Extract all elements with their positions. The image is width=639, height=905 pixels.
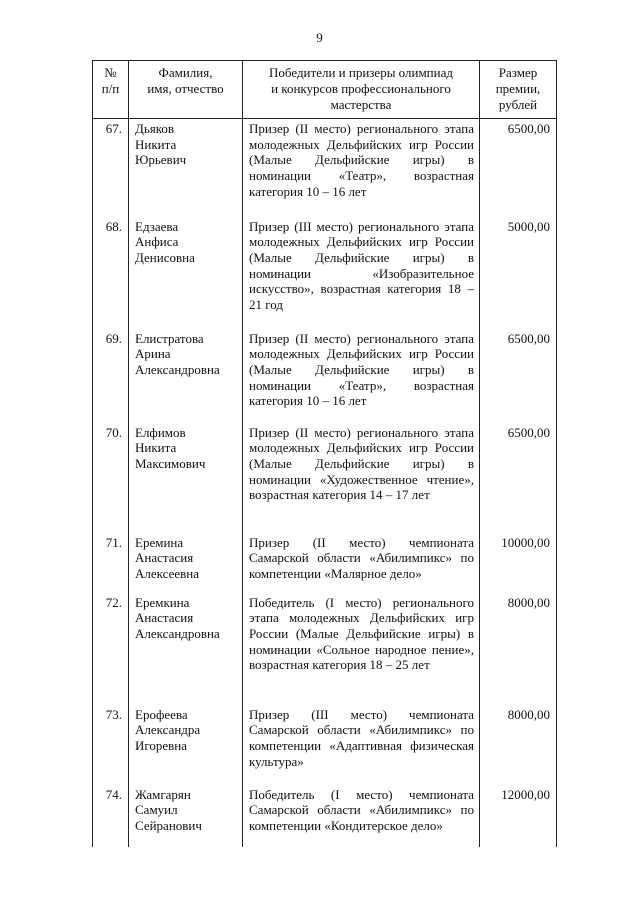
- person-name: [129, 705, 243, 785]
- first-name: Никита: [135, 440, 177, 456]
- row-number: 68.: [93, 217, 129, 329]
- achievement-description: Призер (III место) чемпионата Самарской области «Абилимпикс» по компетенции «Адаптивная физическая культура»: [243, 705, 480, 785]
- prize-amount: 12000,00: [480, 785, 557, 847]
- header-amount: [480, 61, 557, 119]
- header-desc: [243, 61, 480, 119]
- person-name: [129, 423, 243, 533]
- patronymic: Игоревна: [135, 737, 188, 753]
- row-number: 74.: [93, 785, 129, 847]
- achievement-description: Призер (II место) регионального этапа молодежных Дельфийских игр России (Малые Дельфийские игры) в номинации «Театр», возрастная категория 10 – 16 лет: [243, 329, 480, 423]
- first-name: Анфиса: [135, 234, 179, 250]
- row-number: 70.: [93, 423, 129, 533]
- header-amount-line: Размер: [498, 65, 538, 80]
- first-name: Анастасия: [135, 610, 194, 626]
- surname: Жамгарян: [135, 786, 191, 802]
- row-number: 67.: [93, 119, 129, 217]
- header-amount-line: рублей: [498, 97, 538, 112]
- person-name: [129, 593, 243, 705]
- patronymic: Александровна: [135, 625, 220, 641]
- achievement-description: Призер (II место) регионального этапа молодежных Дельфийских игр России (Малые Дельфийские игры) в номинации «Художественное чтение», возрастная категория 14 – 17 лет: [243, 423, 480, 533]
- table-header-row: [93, 61, 557, 119]
- table-row: [93, 329, 557, 423]
- prize-amount: 10000,00: [480, 533, 557, 593]
- header-desc-line: Победители и призеры олимпиад: [269, 65, 453, 80]
- surname: Едзаева: [135, 218, 179, 234]
- first-name: Никита: [135, 136, 177, 152]
- achievement-description: Победитель (I место) регионального этапа молодежных Дельфийских игр России (Малые Дельфийские игры) в номинации «Сольное народное пение», возрастная категория 18 – 25 лет: [243, 593, 480, 705]
- surname: Ерофеева: [135, 706, 188, 722]
- patronymic: Александровна: [135, 361, 220, 377]
- row-number: 73.: [93, 705, 129, 785]
- person-name: [129, 329, 243, 423]
- patronymic: Алексеевна: [135, 565, 199, 581]
- header-desc-line: мастерства: [330, 97, 392, 112]
- prize-amount: 6500,00: [480, 423, 557, 533]
- header-name: [129, 61, 243, 119]
- prize-amount: 6500,00: [480, 119, 557, 217]
- person-name: [129, 785, 243, 847]
- first-name: Самуил: [135, 802, 178, 818]
- surname: Дьяков: [135, 121, 175, 136]
- row-number: 69.: [93, 329, 129, 423]
- prize-amount: 8000,00: [480, 705, 557, 785]
- achievement-description: Призер (II место) регионального этапа молодежных Дельфийских игр России (Малые Дельфийские игры) в номинации «Театр», возрастная категория 10 – 16 лет: [243, 119, 480, 217]
- first-name: Анастасия: [135, 550, 194, 566]
- surname: Елфимов: [135, 424, 186, 440]
- table-row: [93, 593, 557, 705]
- header-amount-line: премии,: [495, 81, 541, 96]
- surname: Елистратова: [135, 330, 204, 346]
- table-row: [93, 705, 557, 785]
- patronymic: Денисовна: [135, 249, 195, 265]
- header-num: [93, 61, 129, 119]
- prize-amount: 6500,00: [480, 329, 557, 423]
- first-name: Арина: [135, 346, 171, 362]
- header-num-line: п/п: [101, 81, 120, 96]
- patronymic: Сейранович: [135, 817, 202, 833]
- header-num-line: №: [104, 65, 117, 80]
- surname: Еремина: [135, 534, 184, 550]
- person-name: [129, 119, 243, 217]
- table-row: [93, 785, 557, 847]
- table-row: [93, 217, 557, 329]
- table-row: [93, 423, 557, 533]
- prize-amount: 8000,00: [480, 593, 557, 705]
- achievement-description: Призер (III место) регионального этапа молодежных Дельфийских игр России (Малые Дельфийские игры) в номинации «Изобразительное искусство», возрастная категория 18 – 21 год: [243, 217, 480, 329]
- achievement-description: Победитель (I место) чемпионата Самарской области «Абилимпикс» по компетенции «Кондитерское дело»: [243, 785, 480, 847]
- page-number: 9: [316, 30, 323, 45]
- surname: Еремкина: [135, 594, 190, 610]
- first-name: Александра: [135, 722, 201, 738]
- table-row: [93, 533, 557, 593]
- header-name-line: Фамилия,: [158, 65, 213, 80]
- row-number: 72.: [93, 593, 129, 705]
- header-name-line: имя, отчество: [147, 81, 224, 96]
- achievement-description: Призер (II место) чемпионата Самарской области «Абилимпикс» по компетенции «Малярное дело»: [243, 533, 480, 593]
- person-name: [129, 533, 243, 593]
- patronymic: Максимович: [135, 455, 206, 471]
- prize-table: [92, 60, 557, 847]
- header-desc-line: и конкурсов профессионального: [271, 81, 451, 96]
- person-name: [129, 217, 243, 329]
- table-row: [93, 119, 557, 217]
- patronymic: Юрьевич: [135, 152, 187, 168]
- row-number: 71.: [93, 533, 129, 593]
- prize-amount: 5000,00: [480, 217, 557, 329]
